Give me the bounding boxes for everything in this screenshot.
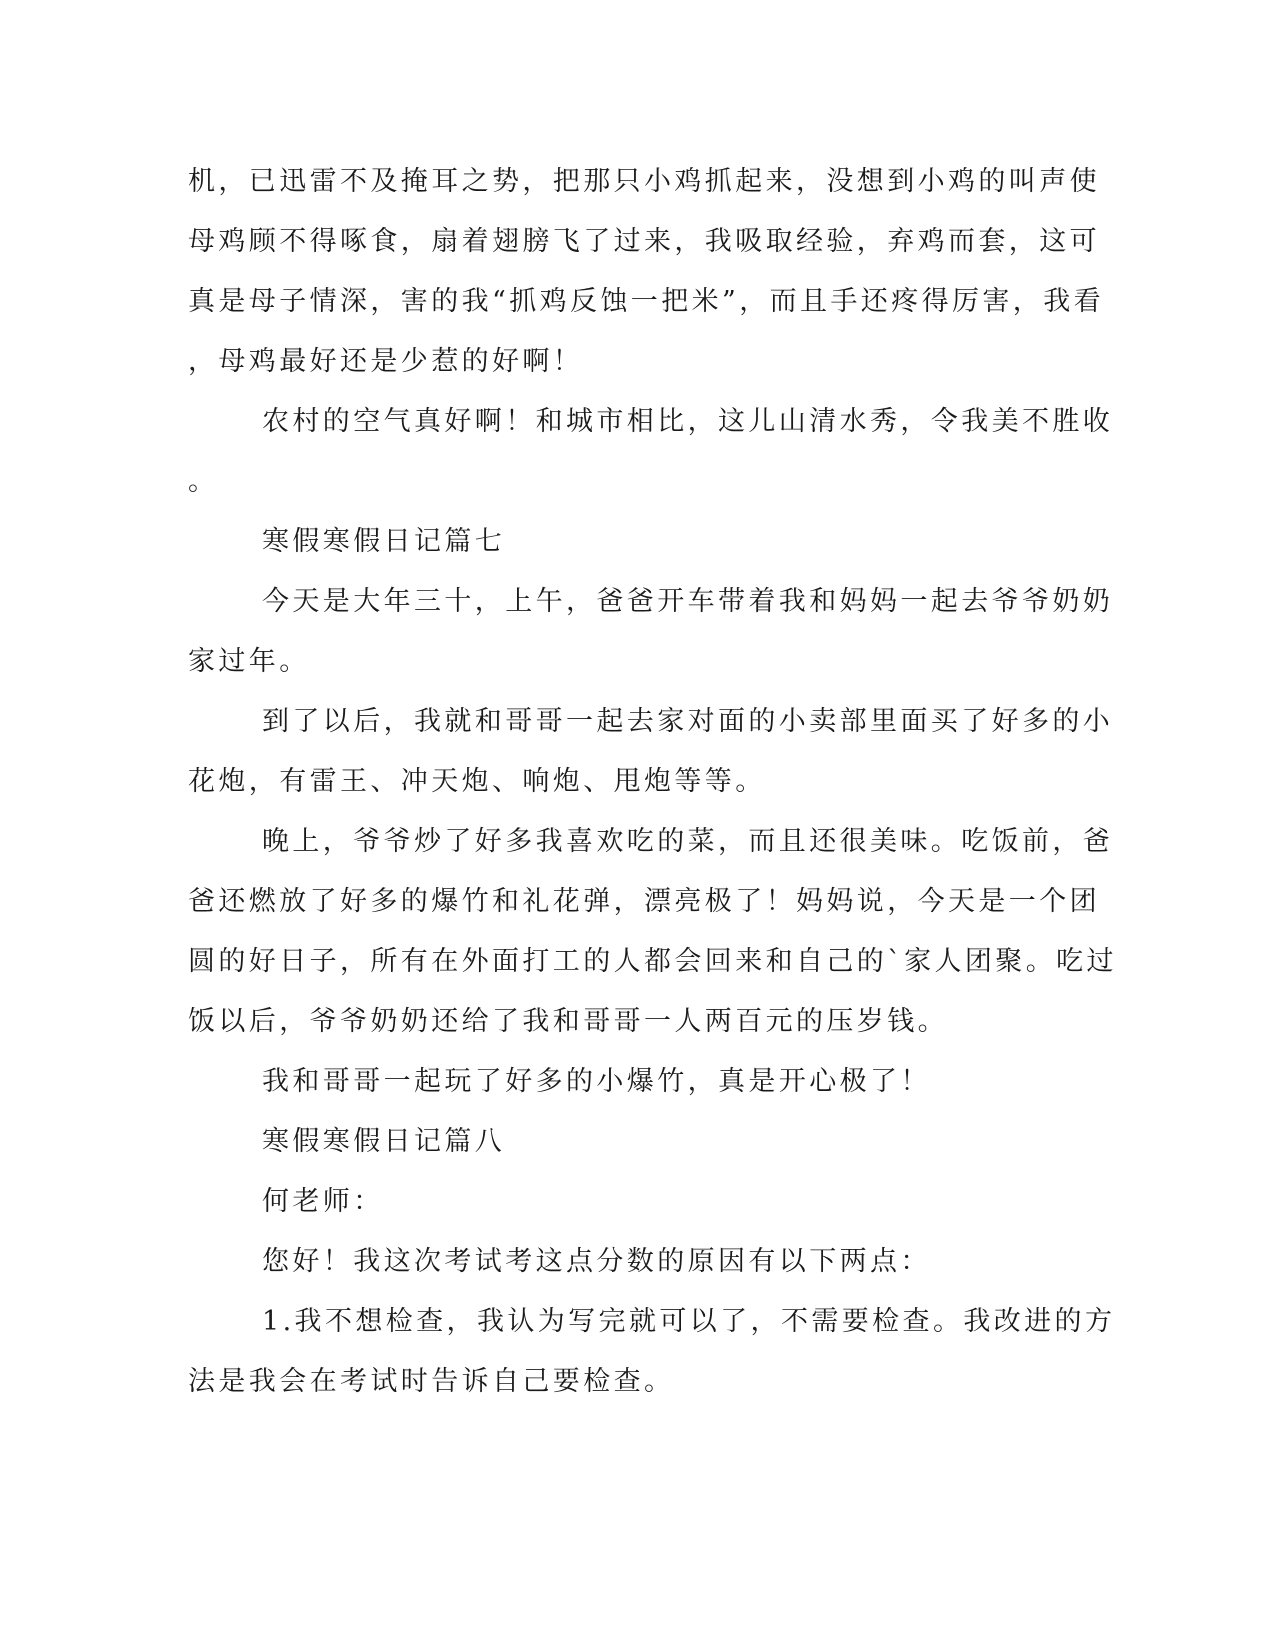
text-line: 1.我不想检查，我认为写完就可以了，不需要检查。我改进的方 — [262, 1306, 1116, 1337]
text-line: ，母鸡最好还是少惹的好啊！ — [188, 346, 584, 377]
text-line: 饭以后，爷爷奶奶还给了我和哥哥一人两百元的压岁钱。 — [188, 1006, 948, 1037]
text-line: 我和哥哥一起玩了好多的小爆竹，真是开心极了！ — [262, 1066, 931, 1097]
text-line: 花炮，有雷王、冲天炮、响炮、甩炮等等。 — [188, 766, 766, 797]
text-line: 法是我会在考试时告诉自己要检查。 — [188, 1366, 675, 1397]
text-line: 家过年。 — [188, 646, 310, 677]
text-line: 何老师： — [262, 1186, 384, 1217]
text-line: 爸还燃放了好多的爆竹和礼花弹，漂亮极了！妈妈说，今天是一个团 — [188, 886, 1100, 917]
text-line: 今天是大年三十，上午，爸爸开车带着我和妈妈一起去爷爷奶奶 — [262, 586, 1114, 617]
document-body — [188, 152, 1117, 1412]
text-line: 。 — [188, 466, 219, 497]
text-line: 晚上，爷爷炒了好多我喜欢吃的菜，而且还很美味。吃饭前，爸 — [262, 826, 1114, 857]
text-line: 真是母子情深，害的我“抓鸡反蚀一把米”，而且手还疼得厉害，我看 — [188, 286, 1105, 317]
text-line: 农村的空气真好啊！和城市相比，这儿山清水秀，令我美不胜收 — [262, 406, 1114, 437]
text-line: 母鸡顾不得啄食，扇着翅膀飞了过来，我吸取经验，弃鸡而套，这可 — [188, 226, 1100, 257]
text-line: 到了以后，我就和哥哥一起去家对面的小卖部里面买了好多的小 — [262, 706, 1114, 737]
text-line: 寒假寒假日记篇七 — [262, 526, 506, 557]
text-line: 圆的好日子，所有在外面打工的人都会回来和自己的`家人团聚。吃过 — [188, 946, 1117, 977]
text-line: 您好！我这次考试考这点分数的原因有以下两点： — [262, 1246, 931, 1277]
text-line: 机，已迅雷不及掩耳之势，把那只小鸡抓起来，没想到小鸡的叫声使 — [188, 166, 1100, 197]
text-line: 寒假寒假日记篇八 — [262, 1126, 506, 1157]
